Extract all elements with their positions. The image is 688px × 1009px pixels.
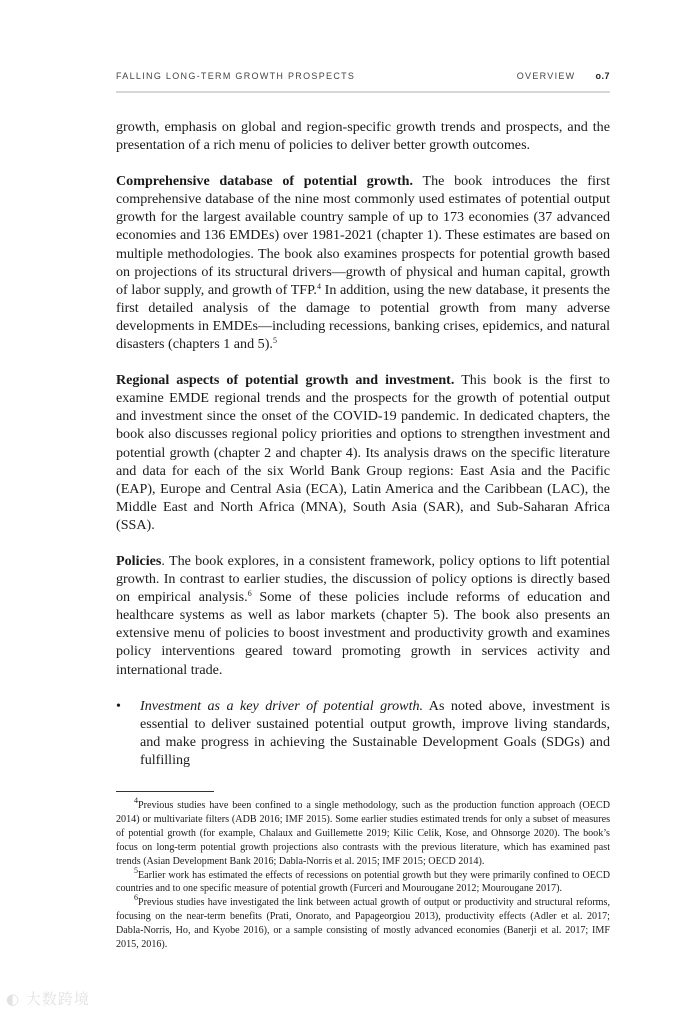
paragraph-database: Comprehensive database of potential growth. The book introduces the first comprehensive database of the nine most commonly used estimates of potential output growth for the largest available country sample of up to 173 economies (37 advanced economies and 136 EMDEs) over 1981-2021 (chapter 1). These estimates are based on multiple methodologies. The book also examines prospects for potential growth based on projections of its structural drivers—growth of physical and human capital, growth of labor supply, and growth of TFP.$^4$ In addition, using the new database, it presents the first detailed analysis of the damage to potential growth from many adverse developments in EMDEs—including recessions, banking crises, epidemics, and natural disasters (chapters 1 and 5).$^5$	[116, 173, 610, 353]
section-label: OVERVIEW	[516, 71, 576, 81]
footnote-ref[interactable]: 6	[247, 589, 252, 599]
footnote-ref[interactable]: 5	[272, 336, 277, 346]
bullet-icon: •	[116, 697, 121, 714]
paragraph-policies: Policies. The book explores, in a consistent framework, policy options to lift potential growth. In contrast to earlier studies, the discussion of policy options is directly based on empirical analysis.$^6$ Some of these policies include reforms of education and healthcare systems as well as labor markets (chapter 5). The book also presents an extensive menu of policies to boost investment and productivity growth and examines policy interventions geared toward promoting growth in services activity and international trade.	[116, 552, 610, 678]
footnote-ref[interactable]: 4	[316, 281, 321, 291]
page-number: o.7	[595, 71, 610, 81]
running-title: FALLING LONG-TERM GROWTH PROSPECTS	[116, 71, 356, 81]
paragraph-regional: Regional aspects of potential growth and investment. This book is the first to examine EMDE regional trends and the prospects for the growth of potential output and investment since the onset of the COVID-19 pandemic. In dedicated chapters, the book also discusses regional policy priorities and options to strengthen investment and potential growth (chapter 2 and chapter 4). Its analysis draws on the specific literature and data for each of the six World Bank Group regions: East Asia and the Pacific (EAP), Europe and Central Asia (ECA), Latin America and the Caribbean (LAC), the Middle East and North Africa (MNA), South Asia (SAR), and Sub-Saharan Africa (SSA).	[116, 372, 610, 533]
paragraph-heading: Comprehensive database of potential growth.	[116, 173, 414, 190]
footnote-5: $^5$Earlier work has estimated the effects of recessions on potential growth but they were primarily confined to OECD countries and to one specific measure of potential growth (Furceri and Mourougane 2012; Mourougane 2017).	[116, 865, 610, 895]
footnote-rule	[116, 791, 214, 792]
paragraph-heading: Regional aspects of potential growth and investment.	[116, 372, 455, 389]
bullet-item: • Investment as a key driver of potential growth. As noted above, investment is essential to deliver sustained potential output growth, improve living standards, and make progress in achieving the Sustainable Development Goals (SDGs) and fulfilling	[116, 697, 610, 768]
footnote-4: $^4$Previous studies have been confined to a single methodology, such as the production function approach (OECD 2014) or multivariate filters (ADB 2016; IMF 2015). Some earlier studies estimated trends for only a subset of measures of potential growth (for example, Chalaux and Guillemette 2019; Kilic Celik, Kose, and Ohnsorge 2020). The book’s focus on long-term potential growth projections also contrasts with the previous literature, which has examined past trends (Asian Development Bank 2016; Dabla-Norris et al. 2015; IMF 2015; OECD 2014).	[116, 796, 610, 867]
footnote-6: $^6$Previous studies have investigated the link between actual growth of output or productivity and structural reforms, focusing on the near-term benefits (Prati, Onorato, and Papageorgiou 2013), productivity effects (Adler et al. 2017; Dabla-Norris, Ho, and Kyobe 2016), or a sample consisting of mostly advanced economies (Banerji et al. 2017; IMF 2015, 2016).	[116, 893, 610, 951]
paragraph-heading: Policies	[116, 552, 162, 569]
page-body	[116, 0, 610, 982]
bullet-heading: Investment as a key driver of potential growth.	[140, 697, 424, 714]
paragraph-intro: growth, emphasis on global and region-specific growth trends and prospects, and the presentation of a rich menu of policies to deliver better growth outcomes.	[116, 119, 610, 154]
watermark-logo: ◐ 大数跨境	[6, 990, 90, 1008]
